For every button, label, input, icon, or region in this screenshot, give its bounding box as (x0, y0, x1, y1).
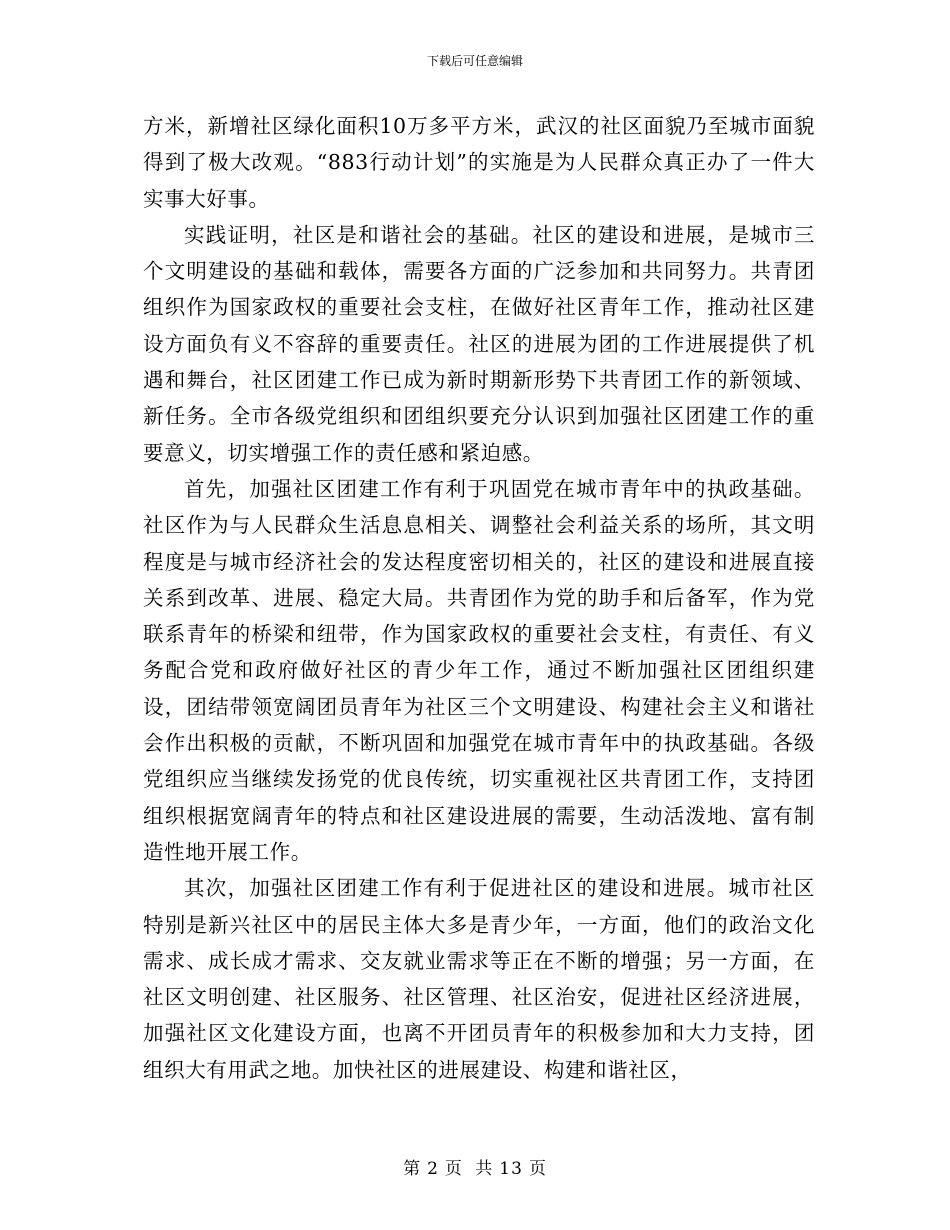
footer-total-pages: 13 (499, 1159, 523, 1179)
footer-page-number: 2 (427, 1159, 439, 1179)
footer-suffix: 页 (528, 1159, 547, 1179)
document-body (143, 108, 815, 1088)
page-footer (0, 1154, 950, 1179)
paragraph-continuation: 方米，新增社区绿化面积10万多平方米，武汉的社区面貌乃至城市面貌得到了极大改观。“883行动计划”的实施是为人民群众真正办了一件大实事大好事。 (143, 114, 815, 211)
paragraph-practice-proves: 实践证明，社区是和谐社会的基础。社区的建设和进展，是城市三个文明建设的基础和载体，需要各方面的广泛参加和共同努力。共青团组织作为国家政权的重要社会支柱，在做好社区青年工作，推动社区建设方面负有义不容辞的重要责任。社区的进展为团的工作进展提供了机遇和舞台，社区团建工作已成为新时期新形势下共青团工作的新领域、新任务。全市各级党组织和团组织要充分认识到加强社区团建工作的重要意义，切实增强工作的责任感和紧迫感。 (143, 222, 815, 465)
footer-prefix: 第 (403, 1159, 422, 1179)
page-header-note: 下载后可任意编辑 (426, 54, 523, 68)
paragraph-second: 其次，加强社区团建工作有利于促进社区的建设和进展。城市社区特别是新兴社区中的居民主体大多是青少年，一方面，他们的政治文化需求、成长成才需求、交友就业需求等正在不断的增强；另一方面，在社区文明创建、社区服务、社区管理、社区治安，促进社区经济进展，加强社区文化建设方面，也离不开团员青年的积极参加和大力支持，团组织大有用武之地。加快社区的进展建设、构建和谐社区， (143, 876, 815, 1082)
footer-middle: 页 共 (444, 1159, 494, 1179)
paragraph-first: 首先，加强社区团建工作有利于巩固党在城市青年中的执政基础。社区作为与人民群众生活息息相关、调整社会利益关系的场所，其文明程度是与城市经济社会的发达程度密切相关的，社区的建设和进展直接关系到改革、进展、稳定大局。共青团作为党的助手和后备军，作为党联系青年的桥梁和纽带，作为国家政权的重要社会支柱，有责任、有义务配合党和政府做好社区的青少年工作，通过不断加强社区团组织建设，团结带领宽阔团员青年为社区三个文明建设、构建社会主义和谐社会作出积极的贡献，不断巩固和加强党在城市青年中的执政基础。各级党组织应当继续发扬党的优良传统，切实重视社区共青团工作，支持团组织根据宽阔青年的特点和社区建设进展的需要，生动活泼地、富有制造性地开展工作。 (143, 476, 815, 864)
